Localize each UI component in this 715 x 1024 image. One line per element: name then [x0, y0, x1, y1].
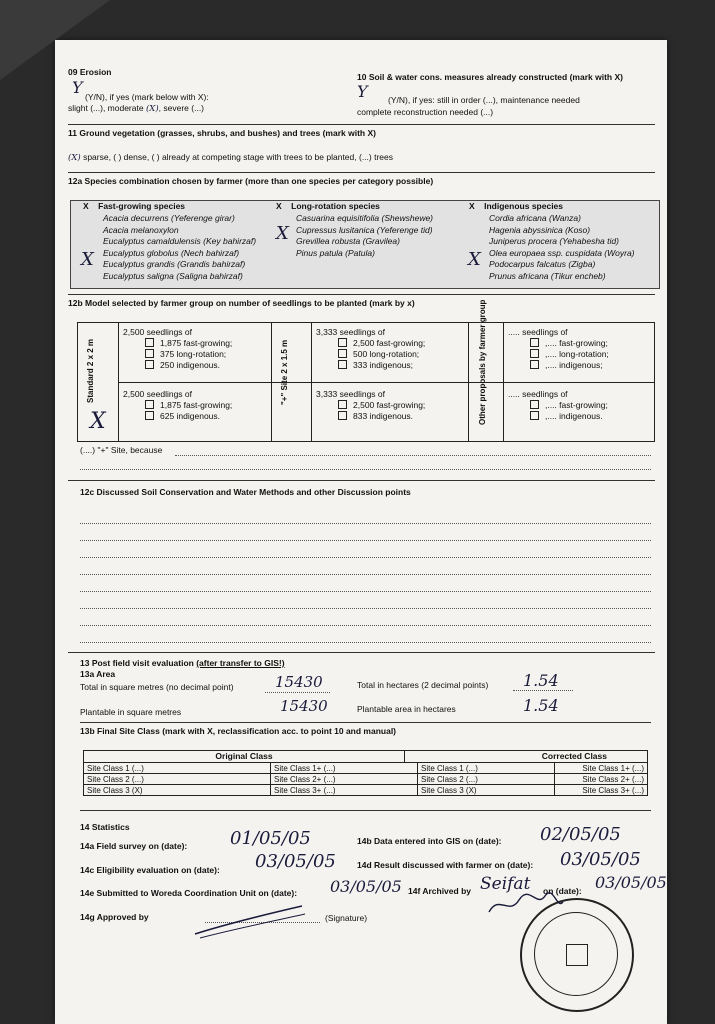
- corrected-class-header: Corrected Class: [405, 750, 648, 762]
- erosion-severity: slight (...), moderate (X), severe (...): [68, 103, 205, 114]
- table-row: Site Class 3 (X) Site Class 3+ (...) Site Class 3 (X) Site Class 3+ (...): [84, 785, 648, 796]
- vegetation-options: (X) sparse, ( ) dense, ( ) already at competing stage with trees to be planted, (...) trees: [68, 152, 393, 163]
- species-list-long: Casuarina equisitifolia (Shewshewe) Cupressus lusitanica (Yeferenge tid) Grevillea robusta (Gravilea) Pinus patula (Patula): [296, 213, 434, 258]
- table-row: Site Class 1 (...) Site Class 1+ (...) Site Class 1 (...) Site Class 1+ (...): [84, 763, 648, 774]
- stat-14f-value: Seifat: [480, 874, 531, 894]
- erosion-title: 09 Erosion: [68, 67, 112, 77]
- model-title: 12b Model selected by farmer group on number of seedlings to be planted (mark by x): [68, 298, 415, 308]
- post-title: 13 Post field visit evaluation (after transfer to GIS!): [80, 658, 285, 668]
- model-label-standard: Standard 2 x 2 m: [86, 338, 95, 403]
- stats-title: 14 Statistics: [80, 822, 130, 832]
- soilcons-question-2: complete reconstruction needed (...): [357, 107, 494, 117]
- stat-14e-label: 14e Submitted to Woreda Coordination Unit on (date):: [80, 888, 298, 898]
- species-mark-olea: X: [468, 249, 481, 270]
- siteclass-table: [83, 750, 648, 796]
- vegetation-title: 11 Ground vegetation (grasses, shrubs, and bushes) and trees (mark with X): [68, 128, 376, 138]
- area-sqm-value: 15430: [275, 673, 323, 691]
- erosion-handwritten-mark: Y: [72, 78, 83, 97]
- species-header-fast: Fast-growing species: [98, 201, 186, 211]
- stat-14e-value: 03/05/05: [330, 877, 402, 896]
- soilcons-handwritten-mark: Y: [357, 82, 368, 101]
- approver-signature-stamp: [190, 900, 310, 940]
- species-mark-cupressus: X: [276, 223, 289, 244]
- document-page: [55, 40, 667, 1024]
- species-title: 12a Species combination chosen by farmer (more than one species per category possible): [68, 176, 434, 186]
- stat-14b-value: 02/05/05: [540, 824, 621, 845]
- stat-14d-label: 14d Result discussed with farmer on (date):: [357, 860, 534, 870]
- model-grid: Standard 2 x 2 m "+" Site 2 x 1.5 m Other proposals by farmer group 2,500 seedlings of 1,875 fast-growing; 375 long-rotation; 250 indigenous. 2,500 seedlings of 1,875 fast-growing; 625 indigenous. 3,333 seedlings of 2,500 fast-growing; 500 long-rotation; 333 indigenous; 3,333 seedlings of 2,500 fast-growing; 833 indigenous. ..... seedlings of ,.... fast-growing; ,.... long-rotation; ,.... indigenous; ..... seedlings of ,.... fast-growing; ,.... indigenous. X: [77, 322, 655, 442]
- stat-14c-label: 14c Eligibility evaluation on (date):: [80, 865, 220, 875]
- species-header-long: Long-rotation species: [291, 201, 380, 211]
- species-list-fast: Acacia decurrens (Yeferenge girar) Acacia melanoxylon Eucalyptus camaldulensis (Key bahirzaf) Eucalyptus globolus (Nech bahirzaf) Eucalyptus grandis (Grandis bahirzaf) Eucalyptus saligna (Saligna bahirzaf): [103, 213, 257, 281]
- plantable-sqm-value: 15430: [280, 697, 328, 715]
- species-mark-eucalyptus-globolus: X: [81, 249, 94, 270]
- plantable-ha-value: 1.54: [523, 696, 559, 715]
- stat-14c-value: 03/05/05: [255, 851, 336, 872]
- model-standard-mark: X: [90, 409, 106, 434]
- soilcons-question: (Y/N), if yes: still in order (...), maintenance needed: [388, 95, 580, 105]
- plantable-ha-label: Plantable area in hectares: [357, 704, 456, 714]
- species-table: X Fast-growing species X Long-rotation species X Indigenous species Acacia decurrens (Yeferenge girar) Acacia melanoxylon Eucalyptus camaldulensis (Key bahirzaf) Eucalyptus globolus (Nech bahirzaf) Eucalyptus grandis (Grandis bahirzaf) Eucalyptus saligna (Saligna bahirzaf) Casuarina equisitifolia (Shewshewe) Cupressus lusitanica (Yeferenge tid) Grevillea robusta (Gravilea) Pinus patula (Patula) Cordia africana (Wanza) Hagenia abyssinica (Koso) Juniperus procera (Yehabesha tid) Olea europaea ssp. cuspidata (Woyra) Podocarpus falcatus (Zigba) Prunus africana (Tikur encheb) X X X: [70, 200, 660, 289]
- species-list-indigenous: Cordia africana (Wanza) Hagenia abyssinica (Koso) Juniperus procera (Yehabesha tid) Olea europaea ssp. cuspidata (Woyra) Podocarpus falcatus (Zigba) Prunus africana (Tikur encheb): [489, 213, 635, 281]
- original-class-header: Original Class: [83, 750, 405, 762]
- discussed-title: 12c Discussed Soil Conservation and Water Methods and other Discussion points: [80, 487, 411, 497]
- area-ha-value: 1.54: [523, 671, 559, 690]
- stat-14f-label: 14f Archived by: [408, 886, 471, 896]
- stat-14f-date-label: on (date):: [543, 886, 582, 896]
- area-title: 13a Area: [80, 669, 116, 679]
- stat-14d-value: 03/05/05: [560, 849, 641, 870]
- archiver-signature: [485, 888, 565, 918]
- erosion-question: (Y/N), if yes (mark below with X):: [85, 92, 209, 102]
- stat-14g-label: 14g Approved by: [80, 912, 149, 922]
- species-header-indigenous: Indigenous species: [484, 201, 564, 211]
- plus-site-because: (....) "+" Site, because: [80, 445, 163, 455]
- signature-label: (Signature): [325, 913, 368, 923]
- model-label-plus-site: "+" Site 2 x 1.5 m: [280, 339, 289, 405]
- area-ha-label: Total in hectares (2 decimal points): [357, 680, 489, 690]
- stat-14f-date-value: 03/05/05: [595, 873, 667, 892]
- plantable-sqm-label: Plantable in square metres: [80, 707, 182, 717]
- model-label-other: Other proposals by farmer group: [478, 299, 487, 425]
- soilcons-title: 10 Soil & water cons. measures already constructed (mark with X): [357, 72, 623, 82]
- area-sqm-label: Total in square metres (no decimal point): [80, 682, 234, 692]
- table-row: Site Class 2 (...) Site Class 2+ (...) Site Class 2 (...) Site Class 2+ (...): [84, 774, 648, 785]
- stat-14b-label: 14b Data entered into GIS on (date):: [357, 836, 502, 846]
- stat-14a-value: 01/05/05: [230, 828, 311, 849]
- stat-14a-label: 14a Field survey on (date):: [80, 841, 188, 851]
- siteclass-title: 13b Final Site Class (mark with X, reclassification acc. to point 10 and manual): [80, 726, 397, 736]
